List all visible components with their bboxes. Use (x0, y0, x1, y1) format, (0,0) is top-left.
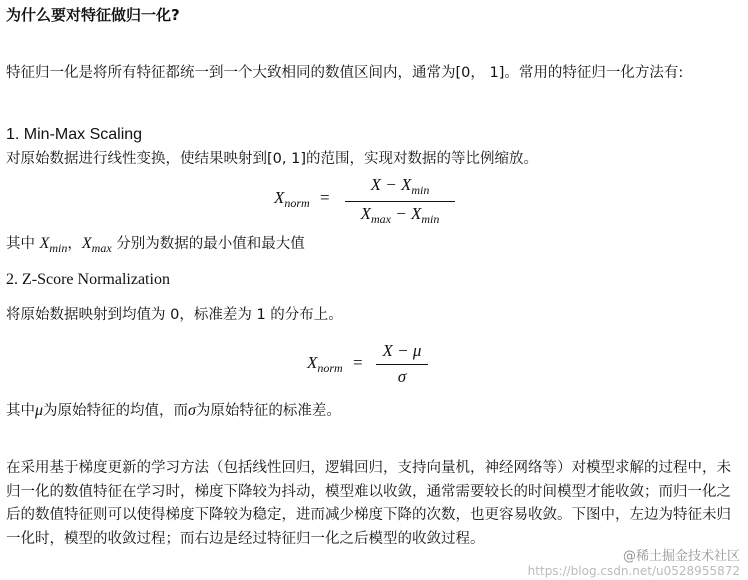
minmax-formula-lhs: $X_{norm}$ = (274, 188, 330, 210)
zscore-heading: 2. Z-Score Normalization (6, 271, 170, 288)
minmax-heading: 1. Min-Max Scaling (6, 126, 143, 143)
page-title: 为什么要对特征做归一化? (6, 6, 180, 24)
closing-paragraph: 在采用基于梯度更新的学习方法（包括线性回归，逻辑回归，支持向量机，神经网络等）对模型求解的过程中，未归一化的数值特征在学习时，梯度下降较为抖动，模型难以收敛，通常需要较长的时间模型才能收敛；而归一化之后的数值特征则可以使得梯度下降较为稳定，进而减少梯度下降的次数，也更容易收敛。下图中，左边为特征未归一化时，模型的收敛过程；而右边是经过特征归一化之后模型的收敛过程。 (6, 460, 731, 547)
zscore-formula-lhs: $X_{norm}$ = (307, 353, 363, 375)
site-watermark: @稀土掘金技术社区 (622, 549, 740, 564)
minmax-formula-fraction (345, 175, 455, 227)
zscore-numerator: X − μ (382, 341, 422, 360)
zscore-description: 将原始数据映射到均值为 0，标准差为 1 的分布上。 (6, 307, 343, 323)
zscore-formula-fraction (376, 341, 428, 387)
url-watermark: https://blog.csdn.net/u0528955872 (527, 564, 740, 578)
minmax-numerator: $X - X_{min}$ (370, 175, 430, 197)
zscore-denominator: σ (397, 367, 407, 386)
fraction-bar (376, 364, 428, 365)
minmax-note: 其中 $X_{min}$，$X_{max}$ 分别为数据的最小值和最大值 (6, 235, 305, 255)
intro-paragraph: 特征归一化是将所有特征都统一到一个大致相同的数值区间内，通常为[0， 1]。常用的特征归一化方法有: (6, 65, 684, 81)
minmax-description: 对原始数据进行线性变换，使结果映射到[0, 1]的范围，实现对数据的等比例缩放。 (6, 151, 538, 167)
zscore-note: 其中μ为原始特征的均值，而σ为原始特征的标准差。 (6, 402, 341, 419)
minmax-denominator: $X_{max} - X_{min}$ (360, 204, 440, 226)
fraction-bar (345, 201, 455, 202)
